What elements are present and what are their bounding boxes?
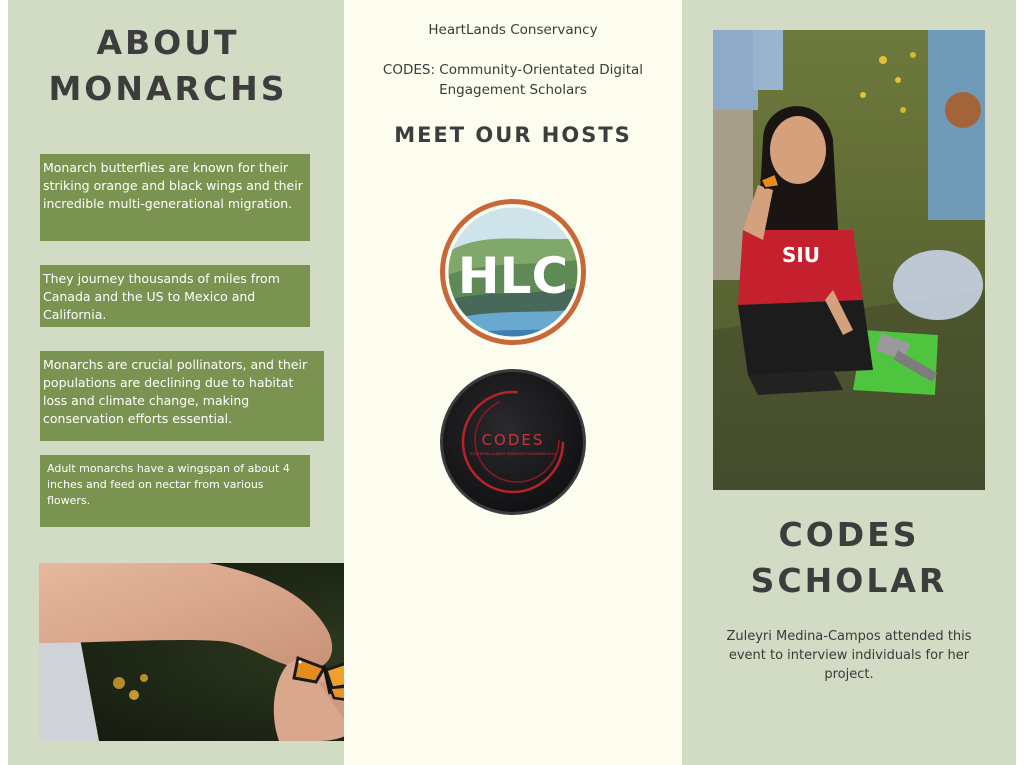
- student-with-butterfly-photo: [713, 30, 985, 490]
- title-line-1: ABOUT: [96, 23, 240, 62]
- program-name: CODES: Community-Orientated Digital Engagement Scholars: [382, 62, 644, 98]
- codes-logo-text: CODES: [481, 431, 545, 449]
- hlc-logo-text: HLC: [457, 247, 569, 305]
- fact-box-wingspan: Adult monarchs have a wingspan of about 4 inches and feed on nectar from various flowers.: [40, 455, 310, 527]
- title-line-1: CODES: [778, 515, 920, 554]
- shirt-logo: SIU: [781, 243, 821, 267]
- fact-box-journey: They journey thousands of miles from Canada and the US to Mexico and California.: [40, 265, 310, 327]
- title-line-2: SCHOLAR: [750, 561, 948, 600]
- codes-scholar-title: [682, 512, 1016, 604]
- left-panel: [8, 0, 344, 765]
- fact-box-wings: Monarch butterflies are known for their striking orange and black wings and their incredible multi-generational migration.: [40, 154, 310, 241]
- meet-our-hosts-heading: MEET OUR HOSTS: [394, 123, 632, 147]
- scholar-caption: Zuleyri Medina-Campos attended this event to interview individuals for her project.: [726, 629, 972, 682]
- title-line-2: MONARCHS: [48, 69, 288, 108]
- student-photo-illustration: [713, 30, 985, 490]
- organization-name: HeartLands Conservancy: [428, 22, 598, 38]
- right-panel: [682, 0, 1016, 765]
- page-edge: [1016, 0, 1024, 765]
- hlc-logo: [439, 198, 587, 346]
- codes-logo: [439, 368, 587, 516]
- codes-logo-subtext: SOUTHERN ILLINOIS UNIVERSITY EDWARDSVILLE: [470, 452, 556, 456]
- middle-panel: [344, 0, 682, 765]
- about-monarchs-title: [8, 20, 328, 112]
- fact-box-pollinators: Monarchs are crucial pollinators, and their populations are declining due to habitat loss and climate change, making conservation efforts essential.: [40, 351, 324, 441]
